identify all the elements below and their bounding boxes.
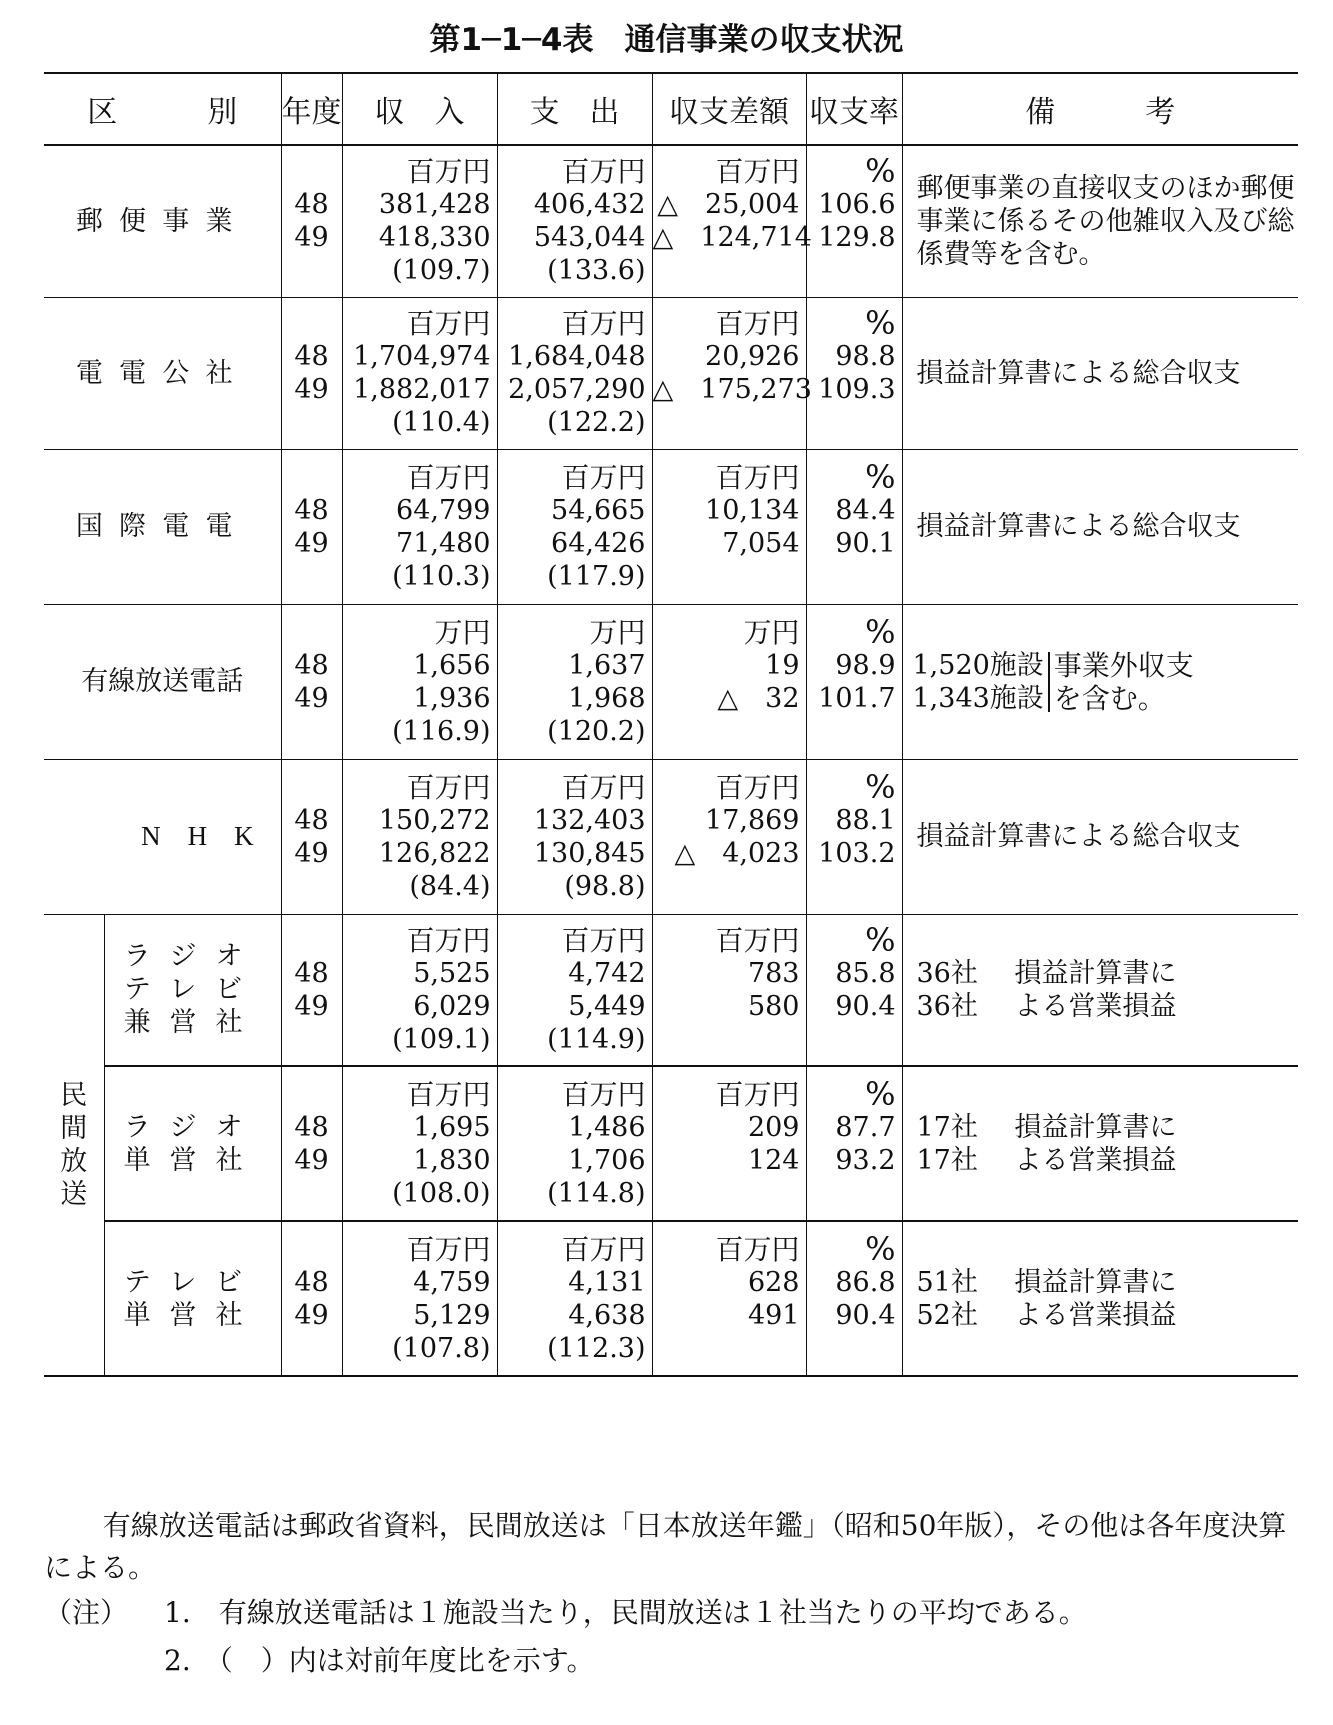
header-income: 収 入 bbox=[342, 73, 497, 145]
expense-cell: 百万円 1,684,048 2,057,290 (122.2) bbox=[497, 297, 652, 449]
row-label: 有線放送電話 bbox=[44, 604, 281, 759]
income-cell: 百万円 150,272 126,822 (84.4) bbox=[342, 759, 497, 914]
revenue-table bbox=[44, 72, 1298, 1377]
row-label: N H K bbox=[44, 759, 281, 914]
table-title: 第1─1─4表 通信事業の収支状況 bbox=[429, 22, 904, 58]
header-expense: 支 出 bbox=[497, 73, 652, 145]
row-radio bbox=[44, 1066, 1298, 1221]
income-cell: 百万円 4,759 5,129 (107.8) bbox=[342, 1221, 497, 1376]
remarks-cell: 損益計算書による総合収支 bbox=[902, 759, 1298, 914]
remarks-cell: 17社 損益計算書に 17社 よる営業損益 bbox=[902, 1066, 1298, 1221]
note-label: （注） bbox=[44, 1596, 129, 1629]
note-1: （注） 1. 有線放送電話は１施設当たり，民間放送は１社当たりの平均である。 bbox=[44, 1592, 1298, 1634]
row-radio-tv bbox=[44, 914, 1298, 1066]
diff-cell: 百万円 △ 25,004 △ 124,714 bbox=[652, 145, 806, 297]
income-cell: 百万円 381,428 418,330 (109.7) bbox=[342, 145, 497, 297]
row-postal bbox=[44, 145, 1298, 297]
year-cell: 48 49 bbox=[281, 145, 342, 297]
income-cell: 万円 1,656 1,936 (116.9) bbox=[342, 604, 497, 759]
header-row bbox=[44, 73, 1298, 145]
row-label: ラジオ 単営社 bbox=[104, 1066, 281, 1221]
row-tv bbox=[44, 1221, 1298, 1376]
row-label: ラジオ テレビ 兼営社 bbox=[104, 914, 281, 1066]
remarks-cell: 損益計算書による総合収支 bbox=[902, 449, 1298, 604]
ratio-cell: % 84.4 90.1 bbox=[806, 449, 902, 604]
expense-cell: 万円 1,637 1,968 (120.2) bbox=[497, 604, 652, 759]
remarks-cell: 36社 損益計算書に 36社 よる営業損益 bbox=[902, 914, 1298, 1066]
diff-cell: 百万円 10,134 7,054 bbox=[652, 449, 806, 604]
ratio-cell: % 88.1 103.2 bbox=[806, 759, 902, 914]
income-cell: 百万円 1,704,974 1,882,017 (110.4) bbox=[342, 297, 497, 449]
year-cell: 48 49 bbox=[281, 297, 342, 449]
remarks-cell: 1,520施設 1,343施設 事業外収支を含む。 bbox=[902, 604, 1298, 759]
row-label: 国際電電 bbox=[44, 449, 281, 604]
diff-cell: 百万円 783 580 bbox=[652, 914, 806, 1066]
expense-cell: 百万円 132,403 130,845 (98.8) bbox=[497, 759, 652, 914]
minkan-label: 民間放送 bbox=[44, 914, 104, 1376]
row-label: 電電公社 bbox=[44, 297, 281, 449]
diff-cell: 百万円 628 491 bbox=[652, 1221, 806, 1376]
year-cell: 48 49 bbox=[281, 759, 342, 914]
row-label: 郵便事業 bbox=[44, 145, 281, 297]
header-diff: 収支差額 bbox=[652, 73, 806, 145]
expense-cell: 百万円 4,131 4,638 (112.3) bbox=[497, 1221, 652, 1376]
ratio-cell: % 98.8 109.3 bbox=[806, 297, 902, 449]
remarks-cell: 51社 損益計算書に 52社 よる営業損益 bbox=[902, 1221, 1298, 1376]
ratio-cell: % 87.7 93.2 bbox=[806, 1066, 902, 1221]
row-group-minkan bbox=[44, 914, 1298, 1376]
header-category: 区 別 bbox=[44, 73, 281, 145]
year-cell: 48 49 bbox=[281, 914, 342, 1066]
row-kokusai bbox=[44, 449, 1298, 604]
row-denden bbox=[44, 297, 1298, 449]
header-year: 年度 bbox=[281, 73, 342, 145]
year-cell: 48 49 bbox=[281, 1221, 342, 1376]
expense-cell: 百万円 4,742 5,449 (114.9) bbox=[497, 914, 652, 1066]
income-cell: 百万円 64,799 71,480 (110.3) bbox=[342, 449, 497, 604]
diff-cell: 百万円 209 124 bbox=[652, 1066, 806, 1221]
remarks-cell: 郵便事業の直接収支のほか郵便事業に係るその他雑収入及び総係費等を含む。 bbox=[902, 145, 1298, 297]
row-label: テレビ 単営社 bbox=[104, 1221, 281, 1376]
row-nhk bbox=[44, 759, 1298, 914]
ratio-cell: % 86.8 90.4 bbox=[806, 1221, 902, 1376]
income-cell: 百万円 1,695 1,830 (108.0) bbox=[342, 1066, 497, 1221]
expense-cell: 百万円 406,432 543,044 (133.6) bbox=[497, 145, 652, 297]
ratio-cell: % 106.6 129.8 bbox=[806, 145, 902, 297]
ratio-cell: % 85.8 90.4 bbox=[806, 914, 902, 1066]
year-cell: 48 49 bbox=[281, 449, 342, 604]
income-cell: 百万円 5,525 6,029 (109.1) bbox=[342, 914, 497, 1066]
ratio-cell: % 98.9 101.7 bbox=[806, 604, 902, 759]
expense-cell: 百万円 54,665 64,426 (117.9) bbox=[497, 449, 652, 604]
expense-cell: 百万円 1,486 1,706 (114.8) bbox=[497, 1066, 652, 1221]
diff-cell: 百万円 17,869 △ 4,023 bbox=[652, 759, 806, 914]
source-note: 有線放送電話は郵政省資料，民間放送は「日本放送年鑑」（昭和50年版），その他は各年度決算による。 bbox=[44, 1509, 1287, 1584]
header-ratio: 収支率 bbox=[806, 73, 902, 145]
diff-cell: 万円 19 △ 32 bbox=[652, 604, 806, 759]
header-remarks: 備 考 bbox=[902, 73, 1298, 145]
remarks-cell: 損益計算書による総合収支 bbox=[902, 297, 1298, 449]
row-yusen bbox=[44, 604, 1298, 759]
year-cell: 48 49 bbox=[281, 1066, 342, 1221]
year-cell: 48 49 bbox=[281, 604, 342, 759]
note-2: 2. （ ）内は対前年度比を示す。 bbox=[164, 1644, 595, 1677]
diff-cell: 百万円 20,926 △ 175,273 bbox=[652, 297, 806, 449]
